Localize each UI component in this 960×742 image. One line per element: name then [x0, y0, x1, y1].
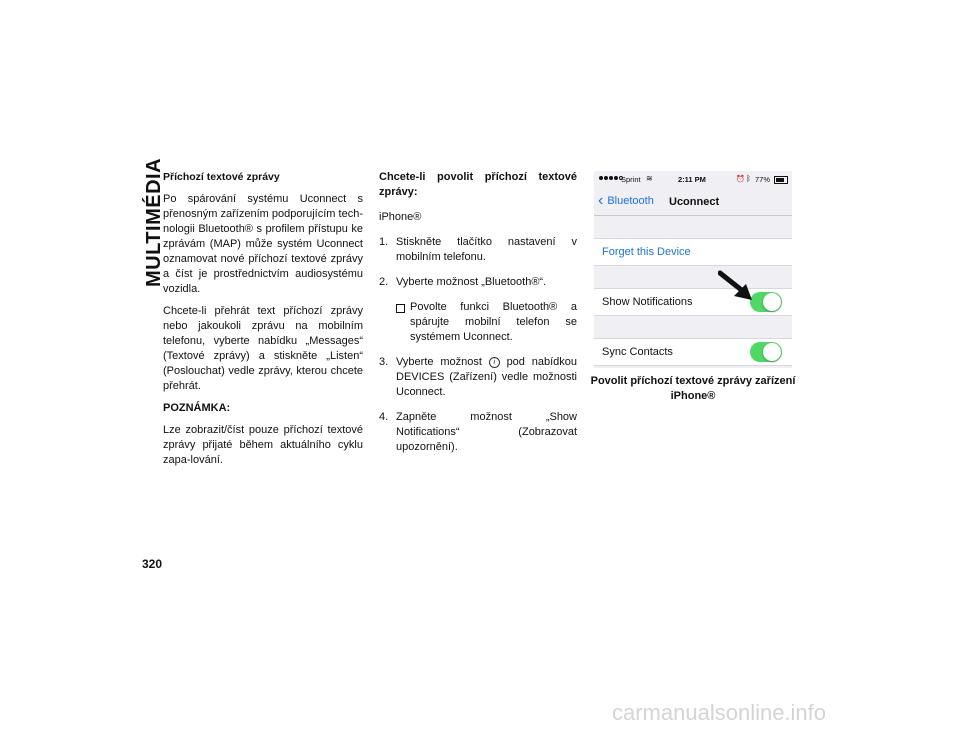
step-3-post: pod nabídkou DEVICES (Zařízení) vedle možnosti Uconnect.: [396, 356, 577, 398]
bluetooth-icon: ᛒ: [746, 174, 751, 183]
section-heading: Příchozí textové zprávy: [163, 171, 280, 183]
status-bar: [594, 171, 792, 189]
status-time: 2:11 PM: [678, 175, 706, 184]
step-1: [379, 235, 577, 265]
step-2: [379, 275, 577, 290]
step-text: Zapněte možnost „Show Notifications“ (Zobrazovat upozornění).: [396, 411, 577, 453]
step-text: Stiskněte tlačítko nastavení v mobilním telefonu.: [396, 236, 577, 263]
sync-contacts-row: [594, 338, 792, 366]
show-notifications-toggle[interactable]: [750, 292, 782, 312]
note-label: POZNÁMKA:: [163, 402, 231, 414]
back-button[interactable]: [598, 193, 654, 209]
battery-icon: [774, 176, 788, 184]
alarm-icon: ⏰: [736, 176, 745, 183]
step-4: [379, 410, 577, 455]
battery-percent: 77%: [755, 175, 771, 184]
sync-contacts-toggle[interactable]: [750, 342, 782, 362]
section-tab-label: MULTIMÉDIA: [143, 157, 166, 288]
phone-screenshot: [594, 171, 792, 368]
step-number: 4.: [379, 411, 389, 423]
playback-paragraph: Chcete-li přehrát text příchozí zprávy nebo jakoukoli zprávu na mobilním telefonu, vyberte nabídku „Messages“ (Textové zprávy) a stiskněte „Listen“ (Poslouchat) vedle zprávy, kterou chcete přehrát.: [163, 305, 363, 392]
bullet-box-icon: [396, 304, 405, 313]
nav-bar: [594, 189, 792, 216]
step-text: Vyberte možnost „Bluetooth®“.: [396, 276, 547, 288]
intro-paragraph: Po spárování systému Uconnect s přenosným zařízením podporujícím tech-nologii Bluetooth® s profilem přístupu ke zprávám (MAP) může systém Uconnect oznamovat nové příchozí textové zprávy a číst je prostřednictvím audiosystému vozidla.: [163, 193, 363, 295]
back-label: Bluetooth: [607, 195, 654, 207]
step-number: 3.: [379, 356, 389, 368]
left-column: [163, 170, 363, 475]
step-number: 1.: [379, 236, 389, 248]
info-icon: i: [489, 357, 500, 368]
show-notifications-row: [594, 288, 792, 316]
signal-strength-icon: [599, 176, 623, 180]
pointer-arrow-icon: [718, 270, 754, 302]
step-text: [396, 355, 577, 400]
step-number: 2.: [379, 276, 389, 288]
step-3-pre: Vyberte možnost: [396, 356, 482, 368]
step-3: [379, 355, 577, 400]
right-column: [379, 170, 577, 465]
wifi-icon: ≋: [646, 174, 653, 183]
instructions-heading: Chcete-li povolit příchozí textové zprávy:: [379, 171, 577, 198]
figure-caption: Povolit příchozí textové zprávy zařízení iPhone®: [590, 375, 796, 402]
device-subheading: iPhone®: [379, 211, 422, 223]
sync-contacts-label: Sync Contacts: [602, 346, 673, 358]
forget-device-label: Forget this Device: [602, 246, 691, 258]
nav-title: Uconnect: [669, 196, 720, 208]
show-notifications-label: Show Notifications: [602, 296, 693, 308]
watermark: carmanualsonline.info: [612, 700, 827, 725]
forget-device-row[interactable]: [594, 238, 792, 266]
note-text: Lze zobrazit/číst pouze příchozí textové zprávy přijaté během aktuálního cyklu zapa-lování.: [163, 424, 363, 466]
chevron-left-icon: ‹: [598, 192, 604, 209]
bullet-item: [396, 300, 577, 345]
carrier-label: Sprint: [621, 175, 641, 184]
page-number: 320: [142, 557, 163, 571]
bullet-text: Povolte funkci Bluetooth® a spárujte mobilní telefon se systémem Uconnect.: [410, 301, 577, 343]
